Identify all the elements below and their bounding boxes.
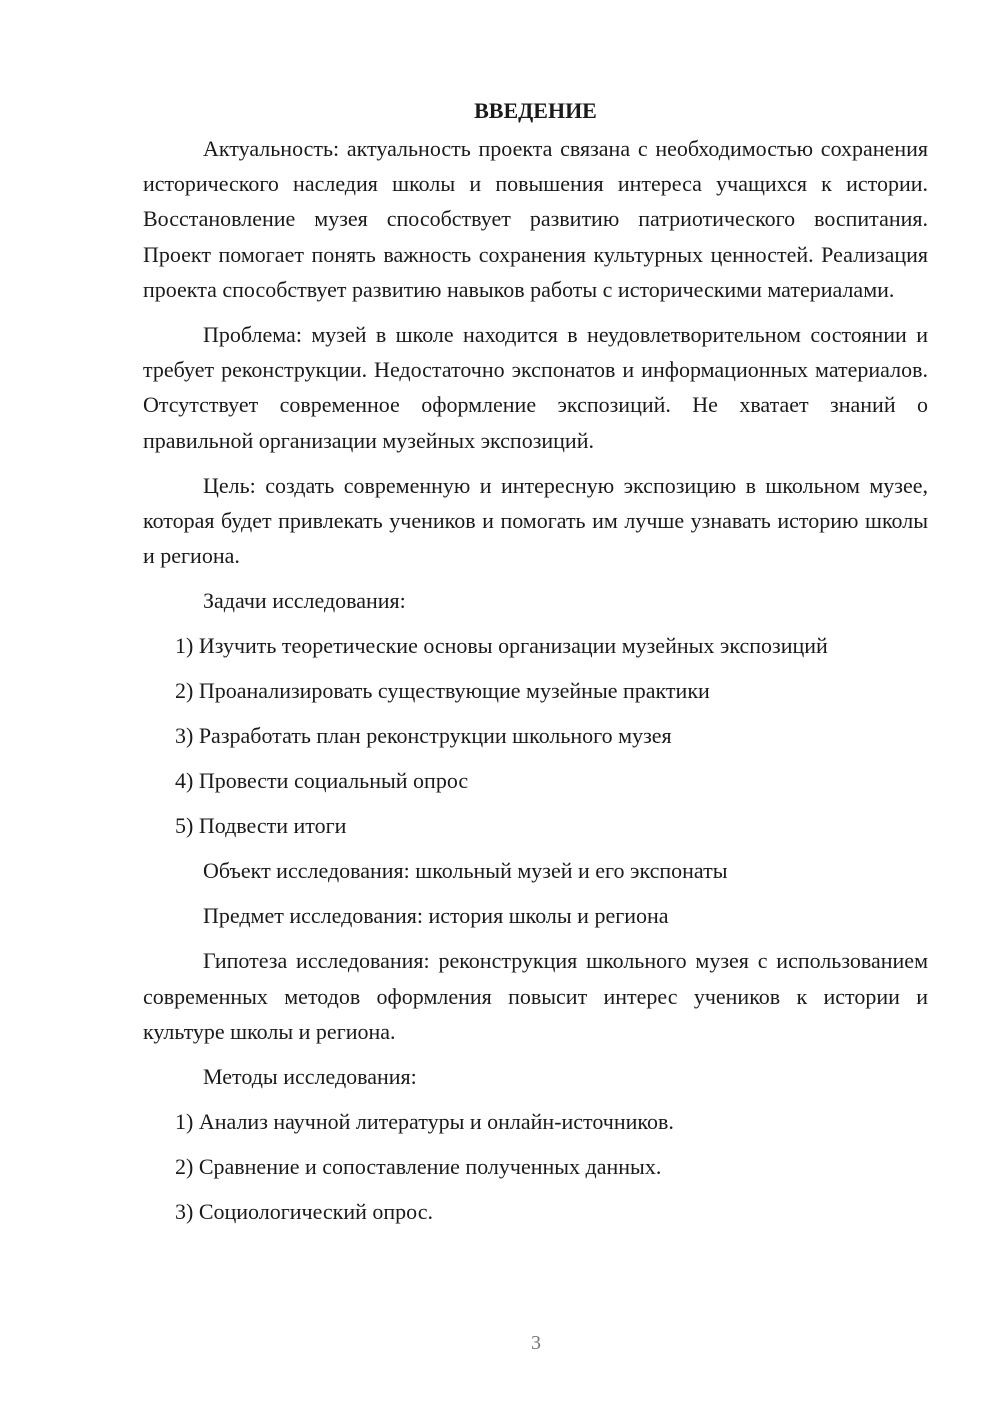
relevance-paragraph: Актуальность: актуальность проекта связана с необходимостью сохранения исторического наследия школы и повышения интереса учащихся к истории. Восстановление музея способствует развитию патриотического воспитания. Проект помогает понять важность сохранения культурных ценностей. Реализация проекта способствует развитию навыков работы с историческими материалами. xyxy=(143,136,928,302)
list-item: 2) Проанализировать существующие музейные практики xyxy=(175,678,710,704)
methods-heading: Методы исследования: xyxy=(203,1064,417,1090)
list-item: 2) Сравнение и сопоставление полученных данных. xyxy=(175,1154,662,1180)
tasks-heading: Задачи исследования: xyxy=(203,588,406,614)
page-number: 3 xyxy=(531,1332,541,1354)
problem-paragraph: Проблема: музей в школе находится в неудовлетворительном состоянии и требует реконструкции. Недостаточно экспонатов и информационных материалов. Отсутствует современное оформление экспозиций. Не хватает знаний о правильной организации музейных экспозиций. xyxy=(143,322,928,453)
document-page xyxy=(143,96,928,1239)
hypothesis-paragraph: Гипотеза исследования: реконструкция школьного музея с использованием современных методов оформления повысит интерес учеников к истории и культуре школы и региона. xyxy=(143,948,928,1044)
list-item: 3) Разработать план реконструкции школьного музея xyxy=(175,723,672,749)
list-item: 1) Анализ научной литературы и онлайн-источников. xyxy=(175,1109,674,1135)
methods-list xyxy=(143,1104,928,1229)
list-item: 4) Провести социальный опрос xyxy=(175,768,469,794)
object-line: Объект исследования: школьный музей и его экспонаты xyxy=(203,858,728,884)
tasks-list xyxy=(143,628,928,843)
subject-line: Предмет исследования: история школы и региона xyxy=(203,903,669,929)
page-title: ВВЕДЕНИЕ xyxy=(474,98,597,123)
list-item: 3) Социологический опрос. xyxy=(175,1199,433,1225)
list-item: 5) Подвести итоги xyxy=(175,813,347,839)
list-item: 1) Изучить теоретические основы организации музейных экспозиций xyxy=(175,633,828,659)
goal-paragraph: Цель: создать современную и интересную экспозицию в школьном музее, которая будет привлекать учеников и помогать им лучше узнавать историю школы и региона. xyxy=(143,472,928,569)
